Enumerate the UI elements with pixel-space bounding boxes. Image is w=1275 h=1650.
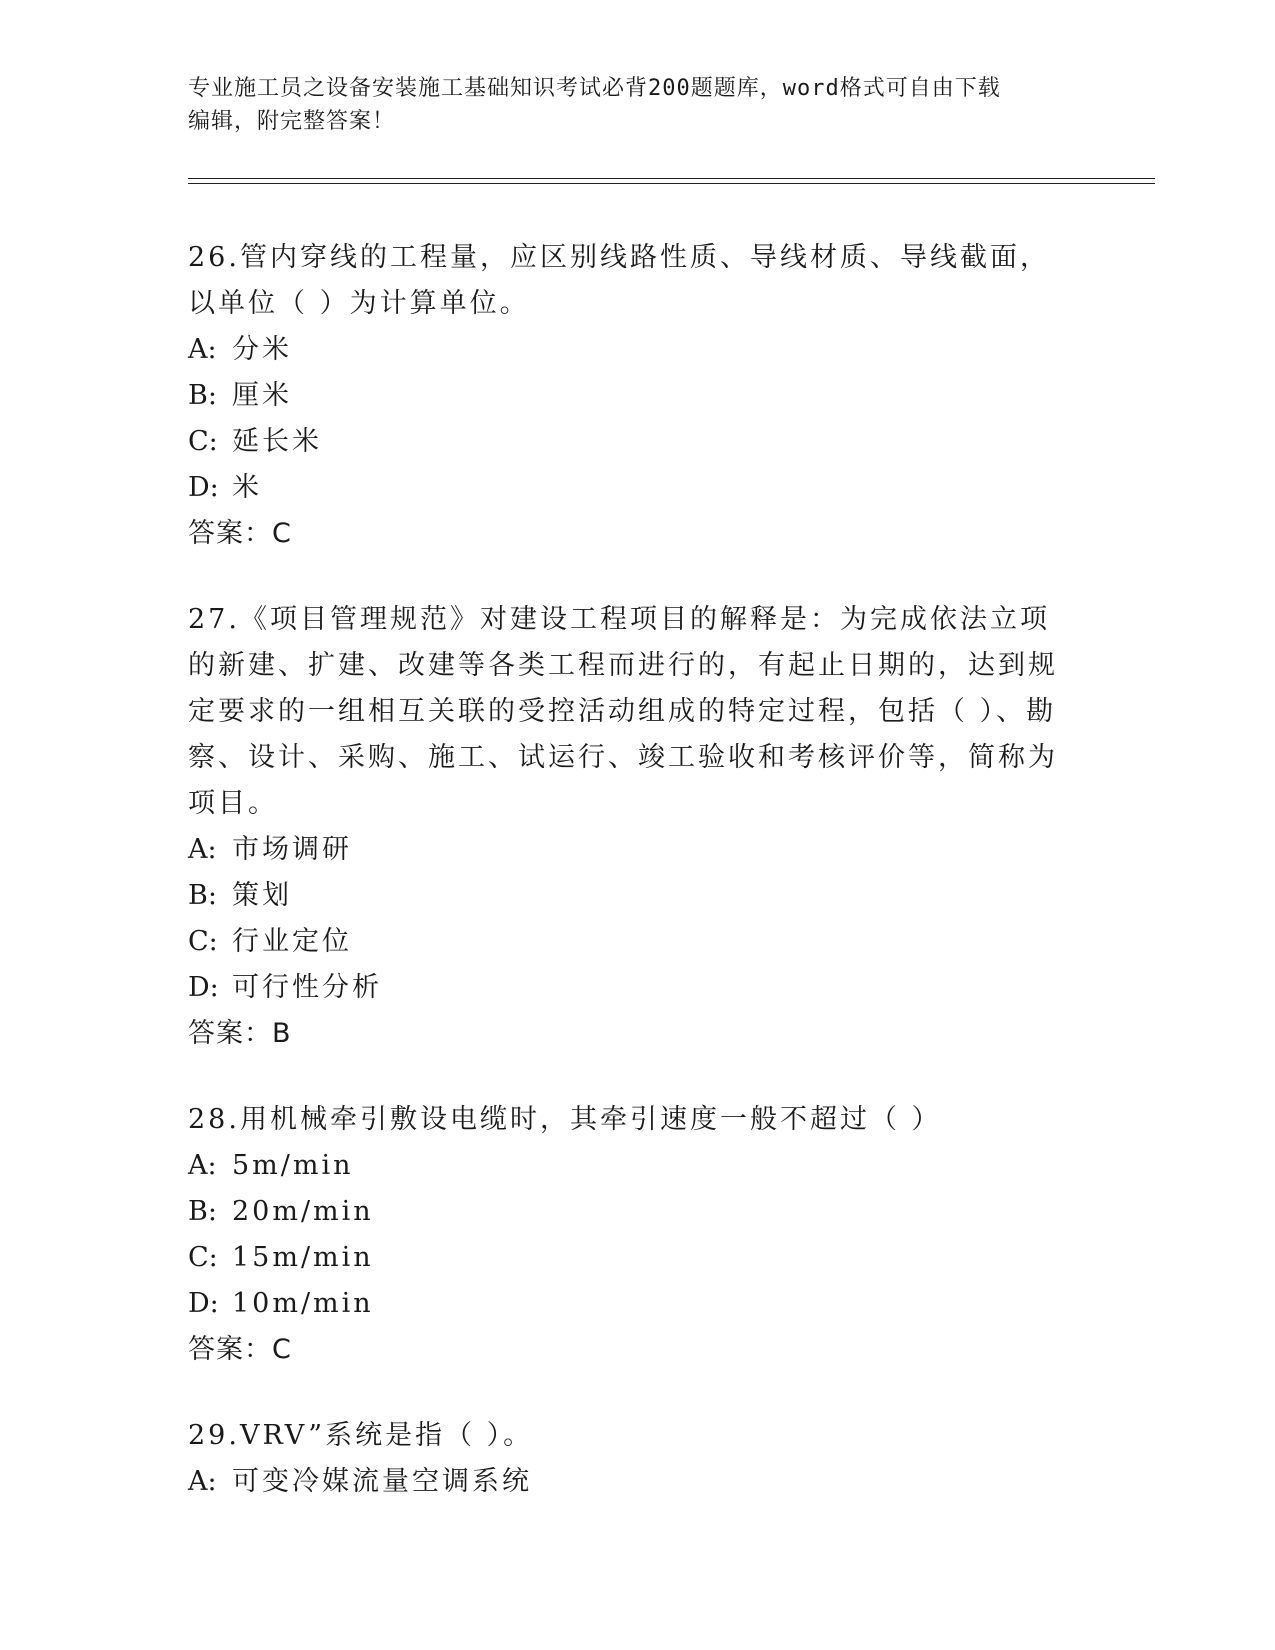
question-stem: 28.用机械牵引敷设电缆时，其牵引速度一般不超过（ ） [188, 1104, 942, 1135]
option-letter: B: [188, 380, 217, 411]
option-letter: D: [188, 1288, 219, 1319]
option-letter: C: [188, 1242, 218, 1273]
question-26 [188, 235, 1078, 557]
option-b [188, 873, 1078, 919]
option-c [188, 419, 1078, 465]
header-line-1: 专业施工员之设备安装施工基础知识考试必背200题题库，word格式可自由下载 [188, 76, 1001, 101]
option-letter: B: [188, 880, 217, 911]
answer-line: 答案：C [188, 518, 292, 549]
option-letter: A: [188, 834, 217, 865]
option-a [188, 827, 1078, 873]
answer-line: 答案：C [188, 1334, 292, 1365]
option-d [188, 965, 1078, 1011]
header-divider-top [188, 178, 1155, 179]
option-text: 分米 [232, 334, 292, 365]
option-text: 策划 [232, 880, 292, 911]
option-text: 厘米 [232, 380, 292, 411]
question-stem: 29.VRV”系统是指（ ）。 [188, 1420, 534, 1451]
option-letter: D: [188, 472, 219, 503]
question-stem: 26.管内穿线的工程量，应区别线路性质、导线材质、导线截面，以单位（ ）为计算单位。 [188, 242, 1050, 319]
option-a [188, 1459, 1078, 1505]
question-28 [188, 1097, 1078, 1373]
option-d [188, 465, 1078, 511]
option-text: 市场调研 [232, 834, 352, 865]
option-letter: A: [188, 334, 217, 365]
option-letter: C: [188, 426, 218, 457]
option-b [188, 1189, 1078, 1235]
question-list [188, 235, 1078, 1545]
option-text: 可变冷媒流量空调系统 [232, 1466, 532, 1497]
option-letter: A: [188, 1466, 217, 1497]
question-27 [188, 597, 1078, 1057]
option-text: 15m/min [232, 1242, 374, 1273]
option-a [188, 1143, 1078, 1189]
answer-line: 答案：B [188, 1018, 292, 1049]
option-letter: D: [188, 972, 219, 1003]
option-text: 可行性分析 [232, 972, 382, 1003]
option-letter: C: [188, 926, 218, 957]
option-c [188, 1235, 1078, 1281]
option-text: 5m/min [232, 1150, 354, 1181]
option-text: 米 [232, 472, 262, 503]
question-stem: 27.《项目管理规范》对建设工程项目的解释是：为完成依法立项的新建、扩建、改建等各类工程而进行的，有起止日期的，达到规定要求的一组相互关联的受控活动组成的特定过程，包括（ ）、勘察、设计、采购、施工、试运行、竣工验收和考核评价等，简称为项目。 [188, 604, 1058, 819]
option-text: 10m/min [232, 1288, 374, 1319]
header-line-2: 编辑，附完整答案！ [188, 109, 396, 134]
document-header [188, 72, 1068, 138]
option-a [188, 327, 1078, 373]
option-b [188, 373, 1078, 419]
option-letter: B: [188, 1196, 217, 1227]
option-d [188, 1281, 1078, 1327]
option-letter: A: [188, 1150, 217, 1181]
option-text: 行业定位 [232, 926, 352, 957]
header-divider-bottom [188, 183, 1155, 184]
option-c [188, 919, 1078, 965]
option-text: 20m/min [232, 1196, 374, 1227]
question-29 [188, 1413, 1078, 1505]
option-text: 延长米 [232, 426, 322, 457]
